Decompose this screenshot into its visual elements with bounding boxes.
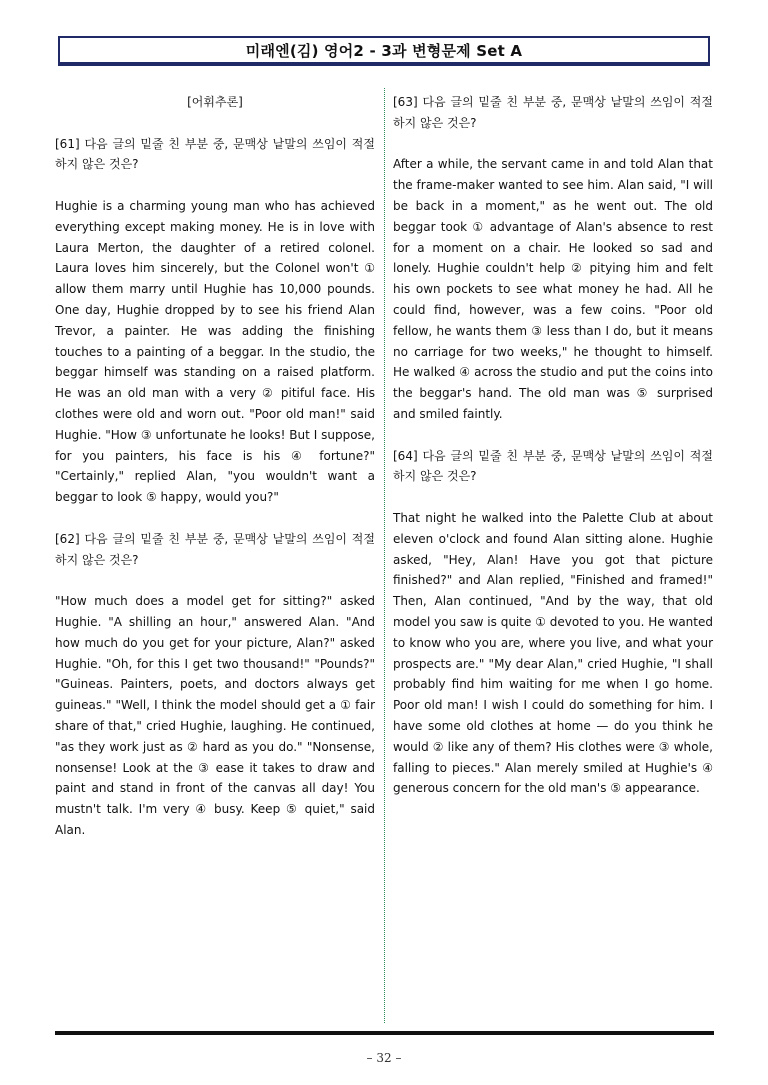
- column-divider: [384, 88, 385, 1023]
- section-heading: [어휘추론]: [187, 95, 243, 109]
- page-title-text: 미래엔(김) 영어2 - 3과 변형문제 Set A: [245, 41, 523, 60]
- passage-64: That night he walked into the Palette Club at about eleven o'clock and found Alan sitting alone. Hughie asked, "Hey, Alan! Have you got that picture finished?" and Alan replied, "Finished and framed!" Then, Alan continued, "And by the way, that old model you saw is quite ① devoted to you. He wanted to know who you are, where you live, and what your prospects are." "My dear Alan," cried Hughie, "I shall probably find him waiting for me when I go home. Poor old man! I wish I could do something for him. I have some old clothes at home — do you think he would ② like any of them? His clothes were ③ whole, falling to pieces." Alan merely smiled at Hughie's ④ generous concern for the old man's ⑤ appearance.: [393, 510, 713, 796]
- page-number: – 32 –: [366, 1051, 402, 1065]
- page-title: [58, 36, 710, 66]
- left-column: [55, 92, 375, 861]
- question-62: [62] 다음 글의 밑줄 친 부분 중, 문맥상 낱말의 쓰임이 적절하지 않은 것은?: [55, 531, 375, 567]
- passage-63: After a while, the servant came in and told Alan that the frame-maker wanted to see him. Alan said, "I will be back in a moment," as he went out. The old beggar took ① advantage of Alan's absence to rest for a moment on a chair. He looked so sad and lonely. Hughie couldn't help ② pitying him and felt his own pockets to see what money he had. All he could find, however, was a few coins. "Poor old fellow, he wants them ③ less than I do, but it means no carriage for two weeks," he thought to himself. He walked ④ across the studio and put the coins into the beggar's hand. The old man was ⑤ surprised and smiled faintly.: [393, 157, 713, 421]
- question-63: [63] 다음 글의 밑줄 친 부분 중, 문맥상 낱말의 쓰임이 적절하지 않은 것은?: [393, 95, 713, 130]
- right-column: [393, 92, 713, 820]
- passage-62: "How much does a model get for sitting?" asked Hughie. "A shilling an hour," answered Alan. "And how much do you get for your picture, Alan?" asked Hughie. "Oh, for this I get two thousand!" "Pounds?" "Guineas. Painters, poets, and doctors always get guineas." "Well, I think the model should get a ① fair share of that," cried Hughie, laughing. He continued, "as they work just as ② hard as you do." "Nonsense, nonsense! Look at the ③ ease it takes to draw and paint and stand in front of the canvas all day! You mustn't talk. I'm very ④ busy. Keep ⑤ quiet," said Alan.: [55, 594, 375, 837]
- question-64: [64] 다음 글의 밑줄 친 부분 중, 문맥상 낱말의 쓰임이 적절하지 않은 것은?: [393, 448, 713, 484]
- question-61: [61] 다음 글의 밑줄 친 부분 중, 문맥상 낱말의 쓰임이 적절하지 않은 것은?: [55, 136, 375, 172]
- footer-rule: [55, 1031, 714, 1035]
- passage-61: Hughie is a charming young man who has achieved everything except making money. He is in love with Laura Merton, the daughter of a retired colonel. Laura loves him sincerely, but the Colonel won't ① allow them marry until Hughie has 10,000 pounds. One day, Hughie dropped by to see his friend Alan Trevor, a painter. He was adding the finishing touches to a painting of a beggar. In the studio, the beggar himself was standing on a raised platform. He was an old man with a very ② pitiful face. His clothes were old and worn out. "Poor old man!" said Hughie. "How ③ unfortunate he looks! But I suppose, for you painters, his face is his ④ fortune?" "Certainly," replied Alan, "you wouldn't want a beggar to look ⑤ happy, would you?": [55, 198, 375, 505]
